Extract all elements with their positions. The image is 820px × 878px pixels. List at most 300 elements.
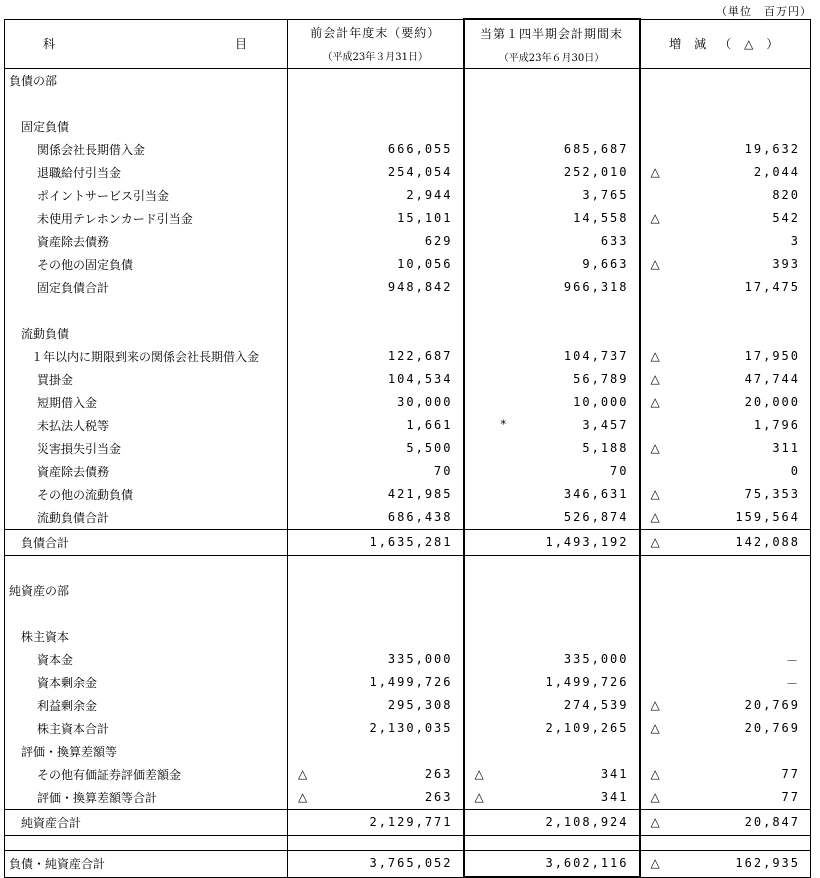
account-cell [5,161,288,184]
account-label [5,304,9,318]
change-amount-cell [640,460,811,483]
account-label: 負債の部 [9,74,58,88]
change-amount-cell [640,836,811,851]
current-amount-cell [464,276,640,299]
current-amount: 252,010 [563,165,629,179]
account-cell [5,253,288,276]
change-amount-cell [640,299,811,322]
change-amount-cell [640,483,811,506]
change-amount: 19,632 [744,142,800,156]
prev-amount: 421,985 [387,487,453,501]
account-label: 資産除去債務 [37,465,110,479]
change-amount-cell [640,253,811,276]
change-amount: － [785,654,800,668]
current-amount: 274,539 [563,698,629,712]
account-label: 負債合計 [21,536,70,550]
prev-amount-cell [288,810,464,836]
current-amount-cell [464,253,640,276]
current-amount-cell [464,694,640,717]
total-row [5,810,811,836]
prev-amount: 263 [424,767,453,781]
current-amount: 56,789 [573,372,629,386]
prev-amount: 2,129,771 [369,815,453,829]
account-cell [5,322,288,345]
account-label: 資本金 [37,653,74,667]
prev-amount-cell [288,276,464,299]
negative-triangle: △ [474,790,484,804]
prev-amount-cell [288,207,464,230]
account-cell [5,851,288,878]
negative-triangle: △ [298,790,308,804]
account-cell [5,276,288,299]
current-amount-cell [464,322,640,345]
change-amount-cell [640,322,811,345]
account-cell [5,414,288,437]
table-row [5,694,811,717]
current-amount-cell [464,391,640,414]
table-row [5,207,811,230]
current-amount: 335,000 [563,652,629,666]
prev-amount-cell [288,579,464,602]
total-row [5,851,811,878]
account-label: その他有価証券評価差額金 [37,768,182,782]
prev-amount-cell [288,414,464,437]
prev-amount-cell [288,556,464,580]
account-cell [5,717,288,740]
prev-amount-cell [288,740,464,763]
account-cell [5,345,288,368]
prev-amount-cell [288,602,464,625]
change-amount-cell [640,579,811,602]
account-cell [5,437,288,460]
account-label: その他の流動負債 [37,488,134,502]
current-amount-cell [464,851,640,878]
spacer-row [5,299,811,322]
change-amount-cell [640,556,811,580]
current-amount-cell [464,671,640,694]
current-amount-cell [464,648,640,671]
current-amount-cell [464,810,640,836]
account-cell [5,556,288,580]
current-amount-cell [464,207,640,230]
current-amount-cell [464,345,640,368]
prev-amount-cell [288,648,464,671]
prev-amount-cell [288,184,464,207]
account-label: 関係会社長期借入金 [37,143,146,157]
table-row [5,184,811,207]
change-amount: 17,475 [744,280,800,294]
header-prev-date: （平成23年３月31日） [322,52,428,64]
current-amount-cell [464,717,640,740]
change-amount: 542 [772,211,800,225]
header-change [640,19,811,69]
table-row [5,786,811,810]
prev-amount-cell [288,69,464,93]
current-amount: 3,602,116 [545,856,629,870]
prev-amount-cell [288,506,464,530]
prev-amount: 30,000 [397,395,453,409]
prev-amount: 263 [424,790,453,804]
account-label: 買掛金 [37,373,74,387]
table-row [5,740,811,763]
account-label: 利益剰余金 [37,699,98,713]
current-amount-cell [464,460,640,483]
change-amount: 20,769 [744,721,800,735]
prev-amount-cell [288,299,464,322]
prev-amount: 629 [424,234,453,248]
change-amount-cell [640,530,811,556]
current-amount-cell [464,115,640,138]
current-amount-cell [464,414,640,437]
account-cell [5,391,288,414]
balance-sheet-table [4,18,811,878]
table-row [5,368,811,391]
negative-triangle: △ [650,815,660,829]
prev-amount-cell [288,851,464,878]
current-amount: 3,457 [582,418,629,432]
current-amount-cell [464,69,640,93]
account-label: 固定負債合計 [37,281,110,295]
spacer-row [5,836,811,851]
change-amount-cell [640,694,811,717]
unit-note: （単位 百万円） [716,5,812,18]
account-cell [5,230,288,253]
account-label: 流動負債合計 [37,511,110,525]
change-amount: 311 [772,441,800,455]
table-row [5,625,811,648]
prev-amount: 1,635,281 [369,535,453,549]
prev-amount-cell [288,763,464,786]
account-label: 評価・換算差額等 [21,745,118,759]
table-row [5,579,811,602]
change-amount: 47,744 [744,372,800,386]
table-row [5,648,811,671]
current-amount-cell [464,740,640,763]
change-amount-cell [640,810,811,836]
account-label: 負債・純資産合計 [9,857,106,872]
prev-amount: 104,534 [387,372,453,386]
table-row [5,763,811,786]
change-amount: 3 [790,234,800,248]
account-label: 純資産の部 [9,584,70,598]
table-row [5,717,811,740]
account-cell [5,694,288,717]
current-amount: 346,631 [563,487,629,501]
negative-triangle: △ [650,395,660,409]
negative-triangle: △ [650,257,660,271]
current-amount: 341 [600,790,629,804]
prev-amount: 10,056 [397,257,453,271]
account-label: ポイントサービス引当金 [37,189,170,203]
change-amount-cell [640,763,811,786]
current-amount-cell [464,625,640,648]
change-amount: － [785,677,800,691]
prev-amount: 686,438 [387,510,453,524]
negative-triangle: △ [650,856,660,871]
account-cell [5,671,288,694]
account-cell [5,648,288,671]
prev-amount-cell [288,786,464,810]
prev-amount: 2,944 [406,188,453,202]
table-row [5,671,811,694]
prev-amount-cell [288,460,464,483]
prev-amount-cell [288,138,464,161]
change-amount: 20,769 [744,698,800,712]
change-amount: 0 [790,464,800,478]
account-label [5,561,9,575]
account-label: 未払法人税等 [37,419,110,433]
negative-triangle: △ [650,510,660,524]
change-amount-cell [640,207,811,230]
current-amount-cell [464,299,640,322]
account-cell [5,740,288,763]
current-amount: 14,558 [573,211,629,225]
account-label [5,607,9,621]
table-row [5,253,811,276]
change-amount-cell [640,115,811,138]
account-cell [5,810,288,836]
prev-amount-cell [288,694,464,717]
spacer-row [5,556,811,580]
header-account [5,19,288,69]
table-row [5,115,811,138]
current-amount: 966,318 [563,280,629,294]
change-amount-cell [640,851,811,878]
account-label [5,97,9,111]
table-row [5,460,811,483]
account-label: 退職給付引当金 [37,166,122,180]
change-amount: 20,847 [744,815,800,829]
account-cell [5,299,288,322]
account-cell [5,184,288,207]
negative-triangle: △ [650,721,660,735]
prev-amount: 1,499,726 [369,675,453,689]
current-amount-cell [464,161,640,184]
change-amount: 77 [781,790,800,804]
account-label: 株主資本 [21,630,70,644]
prev-amount: 2,130,035 [369,721,453,735]
change-amount: 75,353 [744,487,800,501]
prev-amount-cell [288,625,464,648]
footnote-mark: * [500,418,506,431]
current-amount: 526,874 [563,510,629,524]
negative-triangle: △ [650,349,660,363]
table-row [5,230,811,253]
change-amount-cell [640,138,811,161]
current-amount-cell [464,579,640,602]
current-amount: 104,737 [563,349,629,363]
prev-amount: 15,101 [397,211,453,225]
account-cell [5,530,288,556]
change-amount-cell [640,506,811,530]
prev-amount: 666,055 [387,142,453,156]
account-label: その他の固定負債 [37,258,134,272]
account-label: 株主資本合計 [37,722,110,736]
current-amount-cell [464,506,640,530]
account-cell [5,836,288,851]
account-cell [5,602,288,625]
change-amount: 77 [781,767,800,781]
account-label: 純資産合計 [21,816,82,830]
header-cur-date: （平成23年６月30日） [498,52,605,64]
account-cell [5,506,288,530]
prev-amount-cell [288,437,464,460]
negative-triangle: △ [650,487,660,501]
negative-triangle: △ [474,767,484,781]
header-prev-period [288,19,464,69]
header-change-title: 増減（△） [669,37,792,52]
change-amount: 142,088 [735,535,800,549]
table-row [5,322,811,345]
current-amount: 9,663 [582,257,629,271]
prev-amount: 70 [434,464,453,478]
prev-amount: 3,765,052 [369,856,453,871]
prev-amount-cell [288,115,464,138]
prev-amount-cell [288,391,464,414]
prev-amount-cell [288,717,464,740]
header-row [5,19,811,69]
change-amount: 1,796 [753,418,800,432]
account-cell [5,786,288,810]
header-cur-title: 当第１四半期会計期間末 [479,26,623,41]
current-amount: 685,687 [563,142,629,156]
table-row [5,414,811,437]
change-amount-cell [640,648,811,671]
change-amount-cell [640,368,811,391]
account-cell [5,138,288,161]
change-amount-cell [640,602,811,625]
table-row [5,391,811,414]
prev-amount-cell [288,671,464,694]
prev-amount: 335,000 [387,652,453,666]
prev-amount-cell [288,161,464,184]
negative-triangle: △ [650,767,660,781]
current-amount: 3,765 [582,188,629,202]
account-label: １年以内に期限到来の関係会社長期借入金 [31,350,260,364]
current-amount-cell [464,437,640,460]
change-amount: 17,950 [744,349,800,363]
prev-amount-cell [288,530,464,556]
prev-amount: 254,054 [387,165,453,179]
table-row [5,276,811,299]
account-label: 未使用テレホンカード引当金 [37,212,193,226]
account-cell [5,460,288,483]
negative-triangle: △ [650,535,660,549]
change-amount-cell [640,671,811,694]
negative-triangle: △ [650,698,660,712]
prev-amount-cell [288,92,464,115]
change-amount: 20,000 [744,395,800,409]
current-amount: 1,499,726 [545,675,629,689]
current-amount: 70 [610,464,629,478]
prev-amount-cell [288,322,464,345]
spacer-row [5,602,811,625]
change-amount-cell [640,92,811,115]
change-amount: 162,935 [735,856,800,871]
change-amount-cell [640,276,811,299]
header-prev-title: 前会計年度末（要約） [310,26,441,41]
account-cell [5,625,288,648]
account-cell [5,579,288,602]
prev-amount-cell [288,368,464,391]
header-account-right: 目 [234,37,247,52]
current-amount: 5,188 [582,441,629,455]
table-row [5,483,811,506]
table-row [5,506,811,530]
current-amount-cell [464,786,640,810]
current-amount: 2,108,924 [545,815,629,829]
negative-triangle: △ [650,441,660,455]
current-amount-cell [464,184,640,207]
table-row [5,161,811,184]
prev-amount: 5,500 [406,441,453,455]
account-label: 固定負債 [21,120,70,134]
current-amount: 633 [600,234,629,248]
prev-amount-cell [288,253,464,276]
account-cell [5,69,288,93]
current-amount: 10,000 [573,395,629,409]
total-row [5,530,811,556]
prev-amount-cell [288,230,464,253]
negative-triangle: △ [298,767,308,781]
current-amount: 2,109,265 [545,721,629,735]
current-amount-cell [464,530,640,556]
current-amount-cell [464,483,640,506]
change-amount: 393 [772,257,800,271]
account-label: 流動負債 [21,327,70,341]
change-amount-cell [640,391,811,414]
change-amount-cell [640,161,811,184]
change-amount-cell [640,345,811,368]
change-amount-cell [640,717,811,740]
account-cell [5,115,288,138]
prev-amount-cell [288,483,464,506]
current-amount-cell [464,230,640,253]
current-amount-cell [464,92,640,115]
account-label: 短期借入金 [37,396,98,410]
table-row [5,138,811,161]
spacer-row [5,92,811,115]
account-label: 災害損失引当金 [37,442,122,456]
account-label [5,836,9,850]
account-cell [5,207,288,230]
account-label: 資産除去債務 [37,235,110,249]
prev-amount-cell [288,836,464,851]
change-amount-cell [640,740,811,763]
prev-amount: 122,687 [387,349,453,363]
change-amount: 820 [772,188,800,202]
current-amount-cell [464,368,640,391]
current-amount-cell [464,602,640,625]
current-amount-cell [464,556,640,580]
change-amount-cell [640,437,811,460]
current-amount: 341 [600,767,629,781]
change-amount: 2,044 [753,165,800,179]
table-row [5,345,811,368]
account-cell [5,368,288,391]
table-row [5,437,811,460]
negative-triangle: △ [650,372,660,386]
negative-triangle: △ [650,211,660,225]
header-current-period [464,19,640,69]
account-cell [5,92,288,115]
change-amount-cell [640,625,811,648]
negative-triangle: △ [650,165,660,179]
current-amount-cell [464,763,640,786]
prev-amount: 948,842 [387,280,453,294]
change-amount-cell [640,786,811,810]
prev-amount: 295,308 [387,698,453,712]
